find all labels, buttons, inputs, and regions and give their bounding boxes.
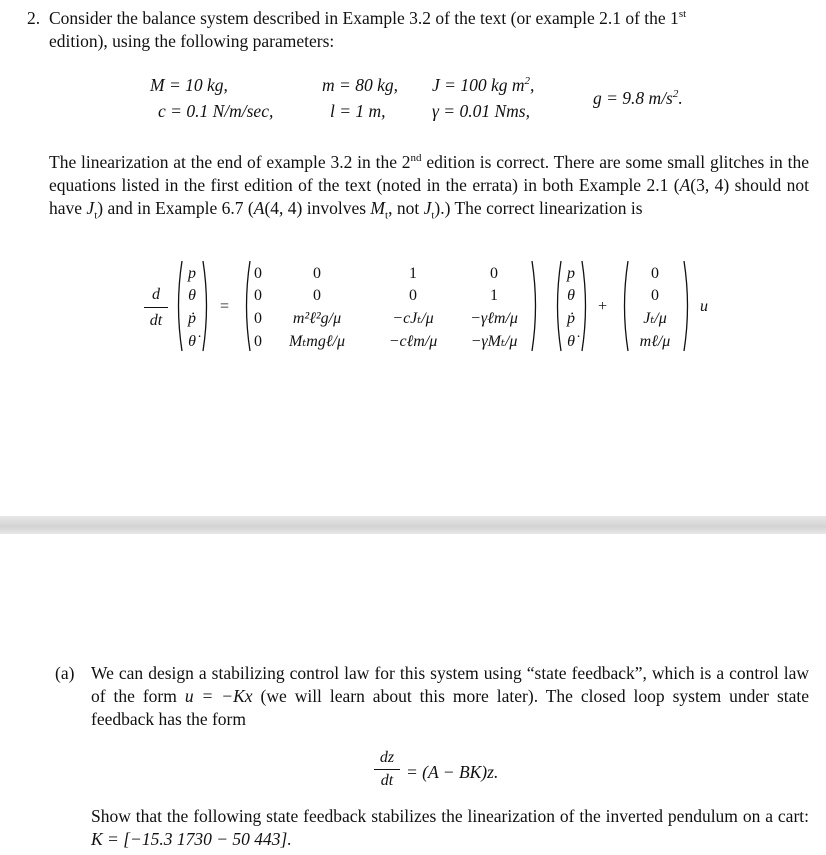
- part-a-label: (a): [55, 663, 75, 683]
- a-entry: 0: [254, 265, 262, 282]
- a-entry: −cℓm/μ: [388, 333, 438, 350]
- part-a-feedback-paragraph: Show that the following state feedback stabilizes the linearization of the inverted pendulum on a cart: K = [−15.3 1730 − 50 443].: [91, 806, 809, 849]
- param-l: l = 1 m,: [330, 101, 386, 121]
- a-entry: 1: [490, 287, 498, 304]
- rhs-entry: ṗ: [567, 310, 575, 327]
- b-right-paren: [682, 259, 692, 353]
- input-u: u: [700, 298, 708, 315]
- b-entry: mℓ/μ: [639, 333, 671, 350]
- a-entry: 0: [254, 333, 262, 350]
- a-right-paren: [530, 259, 540, 353]
- plus-sign: +: [598, 298, 608, 315]
- lhs-entry: θ: [188, 287, 196, 304]
- a-entry: 0: [313, 265, 321, 282]
- b-entry: 0: [651, 265, 659, 282]
- linearization-paragraph: The linearization at the end of example 3.2 in the 2nd edition is correct. There are some small glitches in the equations listed in the first edition of the text (noted in the errata) in both Example 2.1 (A(3, 4) should not have $J_t$) and in Example 6.7 (A(4, 4) involves $M_t$, not $J_t$).) The correct linearization is: [49, 152, 809, 222]
- intro-line2: edition), using the following parameters:: [49, 31, 335, 51]
- a-entry: 0: [313, 287, 321, 304]
- intro-line1: Consider the balance system described in Example 3.2 of the text (or example 2.1 of the 1: [49, 8, 679, 28]
- a-entry: 1: [409, 265, 417, 282]
- lhs-entry: p: [188, 265, 196, 282]
- rhs-entry: θ̇: [567, 333, 575, 350]
- param-M: M = 10 kg,: [150, 75, 228, 95]
- matrix-equation: [0, 0, 826, 360]
- lhs-right-paren: [201, 259, 211, 353]
- a-entry: −γMₜ/μ: [470, 333, 518, 350]
- rhs-entry: θ: [567, 287, 575, 304]
- closed-loop-derivative: dz dt: [374, 748, 400, 791]
- a-entry: 0: [254, 287, 262, 304]
- problem-number: 2.: [27, 8, 41, 28]
- rhs-right-paren: [580, 259, 590, 353]
- param-c: c = 0.1 N/m/sec,: [158, 101, 274, 121]
- equals-sign: =: [220, 298, 230, 315]
- param-J: J = 100 kg $m^2$,: [432, 75, 535, 95]
- page-separator: [0, 516, 826, 534]
- derivative-operator: d dt: [144, 283, 168, 332]
- a-entry: m²ℓ²g/μ: [292, 310, 342, 327]
- b-entry: 0: [651, 287, 659, 304]
- rhs-entry: p: [567, 265, 575, 282]
- a-entry: −γℓm/μ: [470, 310, 518, 327]
- lhs-entry: θ̇: [188, 333, 196, 350]
- lhs-entry: ṗ: [188, 310, 196, 327]
- a-entry: 0: [254, 310, 262, 327]
- b-entry: Jₜ/μ: [643, 310, 667, 327]
- closed-loop-rhs: = (A − BK)z.: [406, 762, 499, 782]
- part-a-paragraph: We can design a stabilizing control law for this system using “state feedback”, which is a control law of the form u = −Kx (we will learn about this more later). The closed loop system under state feedback has the form: [91, 663, 810, 729]
- param-m: m = 80 kg,: [322, 75, 398, 95]
- a-entry: 0: [409, 287, 417, 304]
- a-entry: −cJₜ/μ: [392, 310, 434, 327]
- a-entry: 0: [490, 265, 498, 282]
- param-gamma: γ = 0.01 Nms,: [432, 101, 530, 121]
- param-g: g = 9.8 $m/s^2$.: [593, 88, 683, 108]
- intro-sup: st: [678, 8, 687, 21]
- a-entry: Mₜmgℓ/μ: [289, 333, 345, 350]
